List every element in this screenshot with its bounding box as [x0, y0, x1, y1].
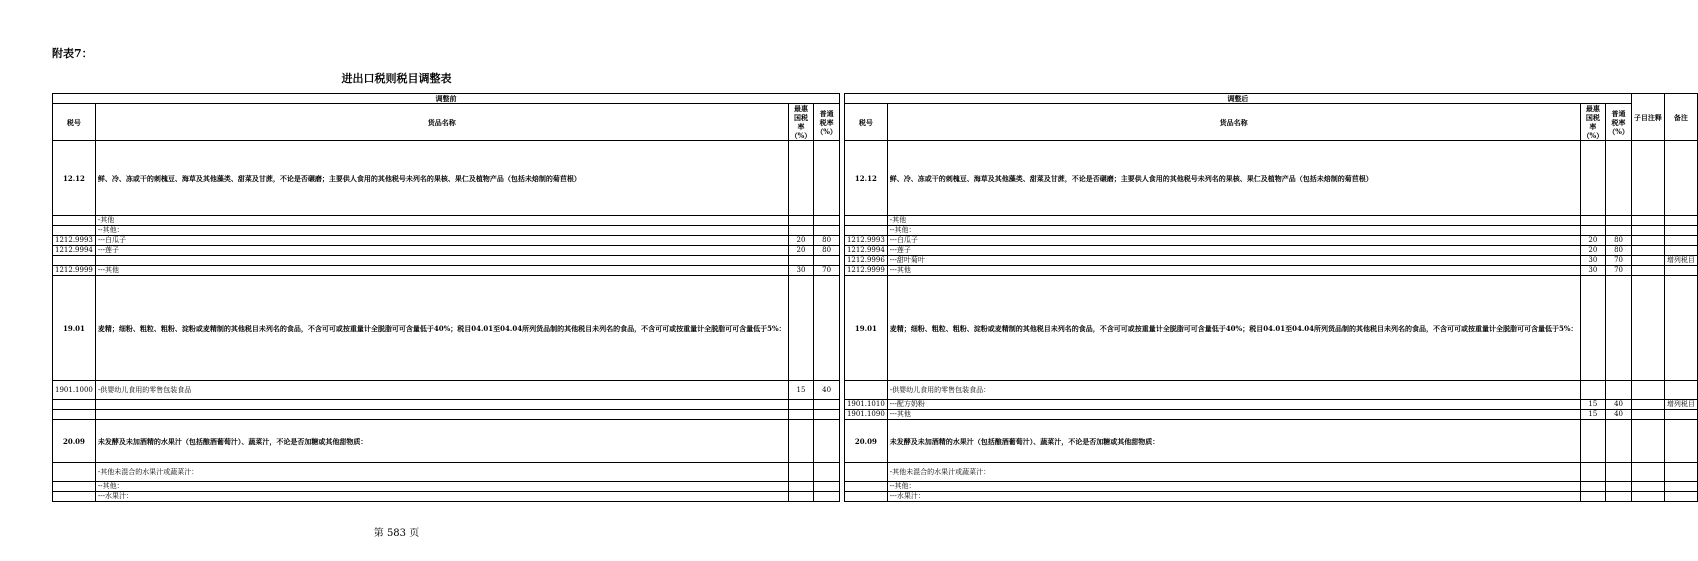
after-name-cell: 未发酵及未加酒精的水果汁（包括酿酒葡萄汁）、蔬菜汁，不论是否加糖或其他甜物质： — [887, 420, 1580, 463]
before-code-cell — [53, 410, 96, 420]
after-mfn-cell — [1580, 141, 1606, 216]
note-cell — [1631, 492, 1664, 502]
before-general-cell — [814, 226, 840, 236]
remark-cell — [1664, 463, 1697, 482]
table-row — [53, 420, 1698, 463]
before-general-cell — [814, 482, 840, 492]
remark-cell — [1664, 216, 1697, 226]
note-cell — [1631, 276, 1664, 381]
subheading-note-header: 子目注释 — [1631, 94, 1664, 141]
before-general-header: 普通税率（%） — [814, 104, 840, 141]
table-row — [53, 256, 1698, 266]
after-name-cell: -供婴幼儿食用的零售包装食品： — [887, 381, 1580, 400]
before-mfn-cell: 30 — [788, 266, 814, 276]
before-general-cell — [814, 216, 840, 226]
note-cell — [1631, 141, 1664, 216]
before-general-cell — [814, 256, 840, 266]
remark-cell — [1664, 226, 1697, 236]
after-name-cell: -其他未混合的水果汁或蔬菜汁： — [887, 463, 1580, 482]
before-code-cell — [53, 492, 96, 502]
before-name-cell: 未发酵及未加酒精的水果汁（包括酿酒葡萄汁）、蔬菜汁，不论是否加糖或其他甜物质： — [95, 420, 788, 463]
after-mfn-cell: 30 — [1580, 266, 1606, 276]
after-name-cell: ---白瓜子 — [887, 236, 1580, 246]
remark-cell — [1664, 410, 1697, 420]
before-mfn-cell — [788, 492, 814, 502]
table-row — [53, 463, 1698, 482]
before-mfn-header: 最惠国税率（%） — [788, 104, 814, 141]
remark-cell — [1664, 266, 1697, 276]
after-name-cell: --其他： — [887, 482, 1580, 492]
after-mfn-cell — [1580, 276, 1606, 381]
after-mfn-cell — [1580, 226, 1606, 236]
before-name-cell: 鲜、冷、冻或干的刺槐豆、海草及其他藻类、甜菜及甘蔗，不论是否碾磨；主要供人食用的其他税号未列名的果核、果仁及植物产品（包括未焙制的菊苣根） — [95, 141, 788, 216]
table-row — [53, 216, 1698, 226]
before-general-cell: 40 — [814, 381, 840, 400]
remark-cell — [1664, 141, 1697, 216]
after-code-cell — [844, 216, 887, 226]
before-code-cell — [53, 216, 96, 226]
remark-cell — [1664, 420, 1697, 463]
after-name-cell: ---配方奶粉 — [887, 400, 1580, 410]
after-name-cell: 鲜、冷、冻或干的刺槐豆、海草及其他藻类、甜菜及甘蔗，不论是否碾磨；主要供人食用的其他税号未列名的果核、果仁及植物产品（包括未焙制的菊苣根） — [887, 141, 1580, 216]
after-code-cell — [844, 482, 887, 492]
note-cell — [1631, 381, 1664, 400]
appendix-label: 附表7： — [52, 47, 93, 60]
table-row — [53, 492, 1698, 502]
after-mfn-cell: 30 — [1580, 256, 1606, 266]
after-mfn-cell: 15 — [1580, 400, 1606, 410]
remark-cell — [1664, 236, 1697, 246]
group-header-row — [53, 94, 1698, 104]
after-general-cell: 40 — [1606, 410, 1632, 420]
remark-cell — [1664, 276, 1697, 381]
before-code-cell — [53, 226, 96, 236]
note-cell — [1631, 236, 1664, 246]
before-mfn-cell: 20 — [788, 246, 814, 256]
before-code-cell: 1212.9999 — [53, 266, 96, 276]
before-mfn-cell: 20 — [788, 236, 814, 246]
after-group-header: 调整后 — [844, 94, 1631, 104]
table-row — [53, 236, 1698, 246]
after-name-cell: ---其他 — [887, 410, 1580, 420]
before-general-cell — [814, 141, 840, 216]
after-mfn-cell: 20 — [1580, 246, 1606, 256]
after-mfn-cell — [1580, 492, 1606, 502]
after-general-cell — [1606, 141, 1632, 216]
after-general-cell: 80 — [1606, 246, 1632, 256]
before-mfn-cell — [788, 463, 814, 482]
remark-cell: 增列税目 — [1664, 256, 1697, 266]
after-general-header: 普通税率（%） — [1606, 104, 1632, 141]
after-name-cell: ---其他 — [887, 266, 1580, 276]
before-code-cell — [53, 463, 96, 482]
table-row — [53, 400, 1698, 410]
before-general-cell: 70 — [814, 266, 840, 276]
after-general-cell: 70 — [1606, 266, 1632, 276]
after-mfn-header: 最惠国税率（%） — [1580, 104, 1606, 141]
page-number: 第 583 页 — [373, 528, 420, 539]
after-code-cell — [844, 226, 887, 236]
before-name-cell: ---水果汁： — [95, 492, 788, 502]
after-code-cell: 1212.9993 — [844, 236, 887, 246]
note-cell — [1631, 400, 1664, 410]
after-general-cell — [1606, 492, 1632, 502]
table-row — [53, 226, 1698, 236]
before-code-cell: 1901.1000 — [53, 381, 96, 400]
after-mfn-cell — [1580, 463, 1606, 482]
note-cell — [1631, 482, 1664, 492]
after-code-cell: 1212.9996 — [844, 256, 887, 266]
after-code-cell: 19.01 — [844, 276, 887, 381]
column-header-row — [53, 104, 1698, 141]
note-cell — [1631, 463, 1664, 482]
before-name-cell — [95, 410, 788, 420]
after-code-cell: 1212.9999 — [844, 266, 887, 276]
remarks-header: 备注 — [1664, 94, 1697, 141]
before-code-cell: 20.09 — [53, 420, 96, 463]
tariff-table-wrapper — [52, 93, 1698, 502]
before-code-cell: 19.01 — [53, 276, 96, 381]
before-name-header: 货品名称 — [95, 104, 788, 141]
before-mfn-cell — [788, 400, 814, 410]
before-general-cell — [814, 420, 840, 463]
page-title: 进出口税则税目调整表 — [341, 72, 452, 85]
after-general-cell — [1606, 463, 1632, 482]
before-name-cell: 麦精；细粉、粗粒、粗粉、淀粉或麦精制的其他税目未列名的食品，不含可可或按重量计全脱脂可可含量低于40%；税目04.01至04.04所列货品制的其他税目未列名的食品，不含可可或按重量计全脱脂可可含量低于5%： — [95, 276, 788, 381]
before-general-cell — [814, 463, 840, 482]
after-code-cell: 1901.1010 — [844, 400, 887, 410]
before-code-cell: 1212.9993 — [53, 236, 96, 246]
after-name-cell: --其他： — [887, 226, 1580, 236]
note-cell — [1631, 266, 1664, 276]
before-name-cell: -其他未混合的水果汁或蔬菜汁： — [95, 463, 788, 482]
after-code-cell: 1901.1090 — [844, 410, 887, 420]
after-mfn-cell — [1580, 482, 1606, 492]
before-name-cell: ---白瓜子 — [95, 236, 788, 246]
before-name-cell — [95, 256, 788, 266]
before-name-cell: -供婴幼儿食用的零售包装食品 — [95, 381, 788, 400]
before-name-cell: -其他 — [95, 216, 788, 226]
before-group-header: 调整前 — [53, 94, 840, 104]
note-cell — [1631, 226, 1664, 236]
after-general-cell — [1606, 226, 1632, 236]
after-name-cell: 麦精；细粉、粗粒、粗粉、淀粉或麦精制的其他税目未列名的食品，不含可可或按重量计全脱脂可可含量低于40%；税目04.01至04.04所列货品制的其他税目未列名的食品，不含可可或按重量计全脱脂可可含量低于5%： — [887, 276, 1580, 381]
before-mfn-cell — [788, 276, 814, 381]
after-general-cell: 70 — [1606, 256, 1632, 266]
after-name-cell: ---水果汁： — [887, 492, 1580, 502]
after-mfn-cell: 20 — [1580, 236, 1606, 246]
after-general-cell — [1606, 381, 1632, 400]
before-name-cell: ---莲子 — [95, 246, 788, 256]
table-row — [53, 141, 1698, 216]
before-general-cell: 80 — [814, 246, 840, 256]
before-code-header: 税号 — [53, 104, 96, 141]
remark-cell — [1664, 381, 1697, 400]
before-name-cell: ---其他 — [95, 266, 788, 276]
before-code-cell — [53, 482, 96, 492]
before-mfn-cell — [788, 420, 814, 463]
before-mfn-cell — [788, 141, 814, 216]
after-mfn-cell — [1580, 381, 1606, 400]
before-code-cell: 12.12 — [53, 141, 96, 216]
note-cell — [1631, 420, 1664, 463]
after-code-cell: 20.09 — [844, 420, 887, 463]
table-row — [53, 276, 1698, 381]
after-code-cell: 12.12 — [844, 141, 887, 216]
after-name-header: 货品名称 — [887, 104, 1580, 141]
before-mfn-cell — [788, 216, 814, 226]
table-row — [53, 482, 1698, 492]
after-code-header: 税号 — [844, 104, 887, 141]
after-code-cell: 1212.9994 — [844, 246, 887, 256]
before-general-cell — [814, 492, 840, 502]
before-general-cell: 80 — [814, 236, 840, 246]
after-mfn-cell — [1580, 216, 1606, 226]
after-general-cell: 40 — [1606, 400, 1632, 410]
before-mfn-cell — [788, 410, 814, 420]
before-code-cell — [53, 256, 96, 266]
before-name-cell — [95, 400, 788, 410]
before-mfn-cell — [788, 482, 814, 492]
after-code-cell — [844, 463, 887, 482]
after-name-cell: ---甜叶菊叶 — [887, 256, 1580, 266]
note-cell — [1631, 256, 1664, 266]
after-name-cell: ---莲子 — [887, 246, 1580, 256]
before-mfn-cell — [788, 226, 814, 236]
before-code-cell: 1212.9994 — [53, 246, 96, 256]
table-row — [53, 381, 1698, 400]
before-general-cell — [814, 410, 840, 420]
after-name-cell: -其他 — [887, 216, 1580, 226]
after-code-cell — [844, 492, 887, 502]
note-cell — [1631, 410, 1664, 420]
after-general-cell: 80 — [1606, 236, 1632, 246]
before-name-cell: --其他： — [95, 482, 788, 492]
after-mfn-cell — [1580, 420, 1606, 463]
before-general-cell — [814, 276, 840, 381]
after-general-cell — [1606, 216, 1632, 226]
after-general-cell — [1606, 276, 1632, 381]
before-code-cell — [53, 400, 96, 410]
table-row — [53, 266, 1698, 276]
note-cell — [1631, 216, 1664, 226]
before-mfn-cell — [788, 256, 814, 266]
remark-cell — [1664, 246, 1697, 256]
remark-cell — [1664, 482, 1697, 492]
table-row — [53, 246, 1698, 256]
after-mfn-cell: 15 — [1580, 410, 1606, 420]
table-row — [53, 410, 1698, 420]
tariff-adjustment-table — [52, 93, 1698, 502]
after-general-cell — [1606, 482, 1632, 492]
note-cell — [1631, 246, 1664, 256]
after-code-cell — [844, 381, 887, 400]
remark-cell: 增列税目 — [1664, 400, 1697, 410]
before-name-cell: --其他： — [95, 226, 788, 236]
before-mfn-cell: 15 — [788, 381, 814, 400]
remark-cell — [1664, 492, 1697, 502]
before-general-cell — [814, 400, 840, 410]
after-general-cell — [1606, 420, 1632, 463]
